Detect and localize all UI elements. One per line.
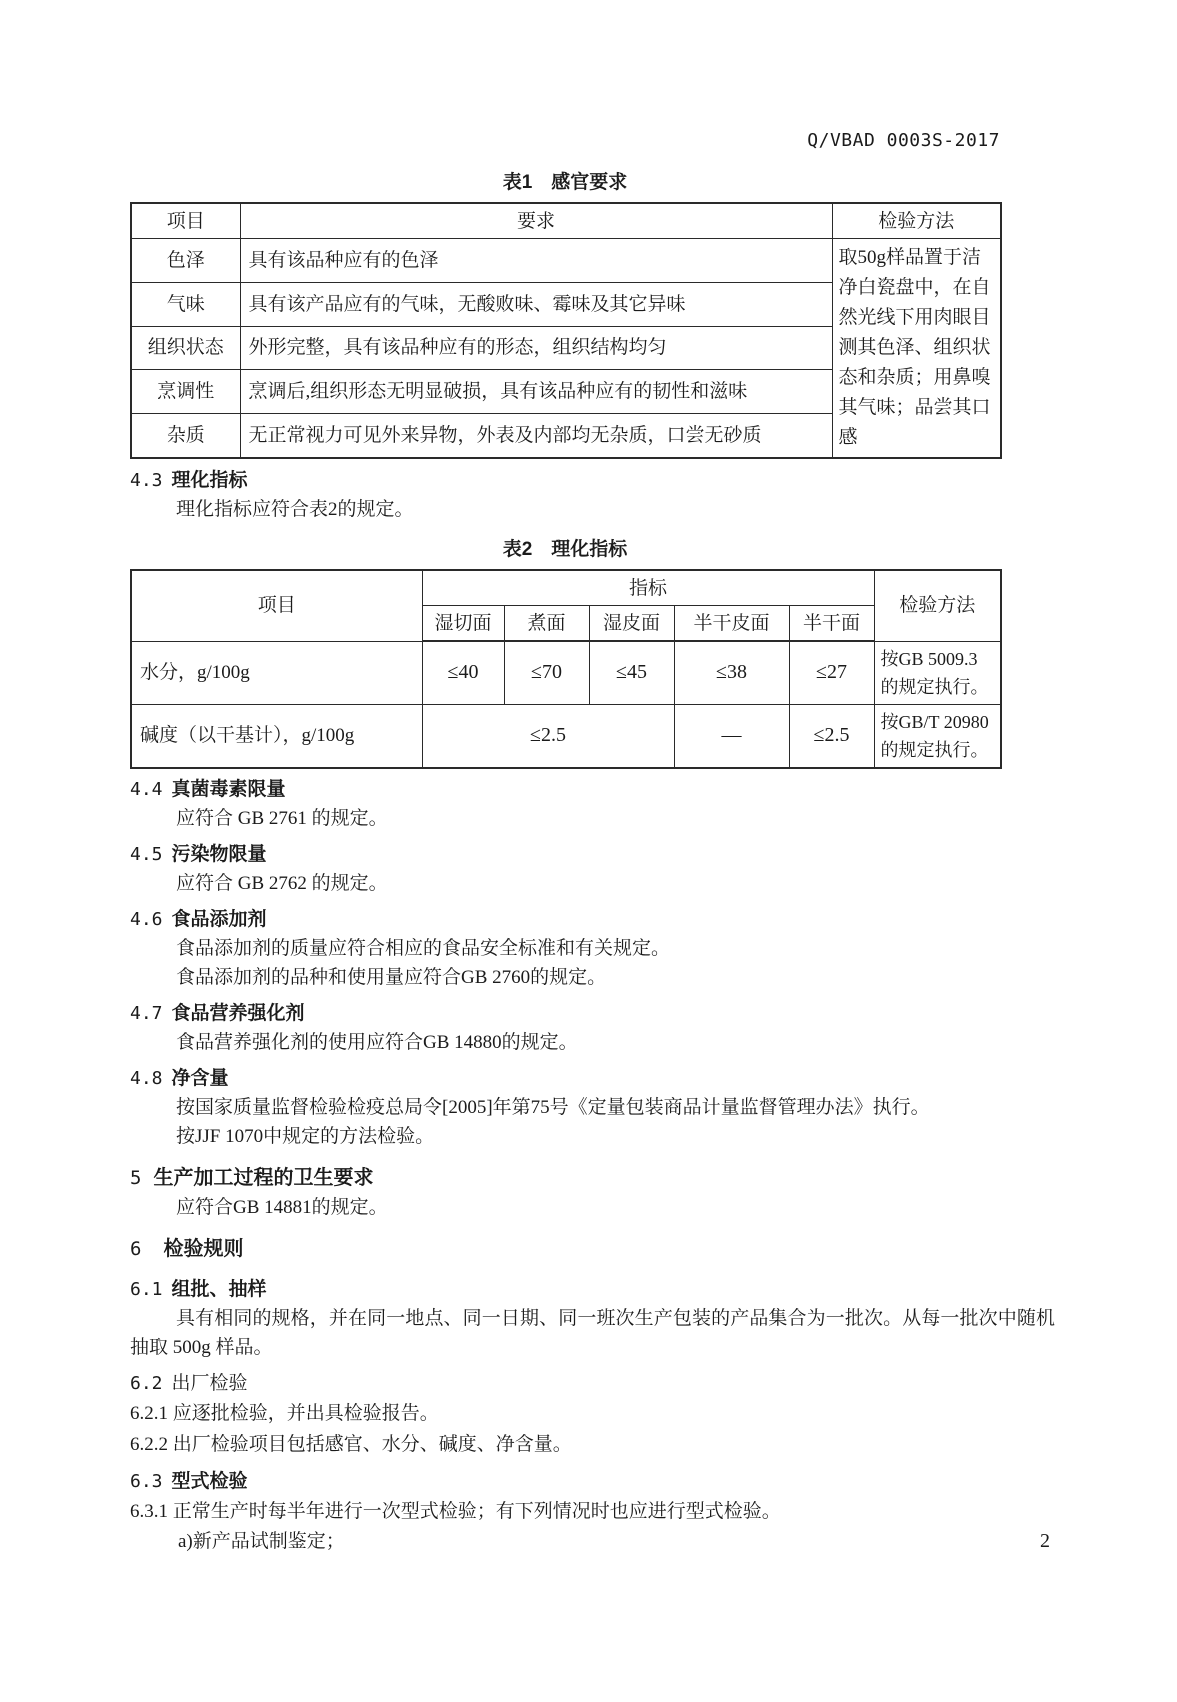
clause-6-3-1: 6.3.1 正常生产时每半年进行一次型式检验；有下列情况时也应进行型式检验。 xyxy=(130,1500,781,1522)
table2-header-row-1 xyxy=(131,570,1001,606)
table1-caption: 表1 感官要求 xyxy=(502,172,628,193)
moisture-value: ≤45 xyxy=(589,641,674,704)
section-number: 5 xyxy=(130,1166,142,1189)
section-heading-6 xyxy=(130,1235,1055,1264)
table2-subcol-semidry-wrapper: 半干皮面 xyxy=(674,606,789,642)
moisture-value: ≤70 xyxy=(504,641,589,704)
section-number: 6.2 xyxy=(130,1372,163,1394)
table2-subcol-cooked-noodle: 煮面 xyxy=(504,606,589,642)
clause-6-2-1: 6.2.1 应逐批检验，并出具检验报告。 xyxy=(130,1402,439,1424)
section-heading-4-5 xyxy=(130,840,1055,869)
section-title: 组批、抽样 xyxy=(171,1278,267,1300)
section-number: 4.6 xyxy=(130,908,163,930)
section-heading-4-4 xyxy=(130,775,1055,804)
section-title: 理化指标 xyxy=(171,470,248,491)
section-title: 食品营养强化剂 xyxy=(171,1002,305,1024)
alkalinity-dash-value: — xyxy=(674,704,789,768)
moisture-value: ≤40 xyxy=(422,641,504,704)
section-number: 4.5 xyxy=(130,843,163,865)
table1-req-cell: 烹调后,组织形态无明显破损，具有该品种应有的韧性和滋味 xyxy=(240,370,832,414)
section-number: 6 xyxy=(130,1237,142,1260)
section-4-4-body: 应符合 GB 2761 的规定。 xyxy=(176,807,388,829)
table2-subcol-wet-wrapper: 湿皮面 xyxy=(589,606,674,642)
table-row xyxy=(131,704,1001,768)
table1-method-cell: 取50g样品置于洁净白瓷盘中，在自然光线下用肉眼目测其色泽、组织状态和杂质；用鼻嗅其气味；品尝其口感 xyxy=(832,239,1001,459)
section-heading-4-8 xyxy=(130,1064,1055,1093)
table2-caption: 表2 理化指标 xyxy=(502,539,628,560)
clause-6-3-1-item-a: a)新产品试制鉴定； xyxy=(178,1530,345,1552)
section-heading-6-1 xyxy=(130,1275,1055,1304)
table2-physicochemical-indicators xyxy=(130,569,1002,769)
table1-req-cell: 具有该产品应有的气味，无酸败味、霉味及其它异味 xyxy=(240,282,832,326)
page-number: 2 xyxy=(1040,1530,1050,1552)
table1-col-requirement: 要求 xyxy=(240,203,832,239)
table2-subcol-wet-cut-noodle: 湿切面 xyxy=(422,606,504,642)
section-4-6-body-2: 食品添加剂的品种和使用量应符合GB 2760的规定。 xyxy=(176,966,607,988)
table1-req-cell: 外形完整，具有该品种应有的形态，组织结构均匀 xyxy=(240,326,832,370)
section-4-6-body-1: 食品添加剂的质量应符合相应的食品安全标准和有关规定。 xyxy=(176,937,671,959)
section-4-3-body: 理化指标应符合表2的规定。 xyxy=(176,499,414,520)
section-4-8-body-1: 按国家质量监督检验检疫总局令[2005]年第75号《定量包装商品计量监督管理办法》执行。 xyxy=(176,1096,930,1118)
section-6-1-body: 具有相同的规格，并在同一地点、同一日期、同一班次生产包装的产品集合为一批次。从每一批次中随机抽取 500g 样品。 xyxy=(130,1307,1055,1358)
table2-item-cell: 碱度（以干基计），g/100g xyxy=(131,704,422,768)
table1-item-cell: 杂质 xyxy=(131,414,240,459)
section-title: 型式检验 xyxy=(171,1470,248,1492)
table2-method-cell: 按GB 5009.3的规定执行。 xyxy=(874,641,1001,704)
moisture-value: ≤27 xyxy=(789,641,874,704)
table1-item-cell: 烹调性 xyxy=(131,370,240,414)
table2-col-item: 项目 xyxy=(131,570,422,641)
table1-col-method: 检验方法 xyxy=(832,203,1001,239)
section-title: 真菌毒素限量 xyxy=(171,778,286,800)
table2-subcol-semidry-noodle: 半干面 xyxy=(789,606,874,642)
clause-6-2-2: 6.2.2 出厂检验项目包括感官、水分、碱度、净含量。 xyxy=(130,1433,572,1455)
page-content xyxy=(130,130,1055,1557)
section-heading-6-3 xyxy=(130,1467,1055,1496)
section-heading-4-3 xyxy=(130,466,1055,495)
table2-method-cell: 按GB/T 20980的规定执行。 xyxy=(874,704,1001,768)
section-number: 4.8 xyxy=(130,1067,163,1089)
section-number: 4.3 xyxy=(130,470,163,491)
table-row xyxy=(131,239,1001,283)
table1-req-cell: 具有该品种应有的色泽 xyxy=(240,239,832,283)
table2-col-method: 检验方法 xyxy=(874,570,1001,641)
standard-code: Q/VBAD 0003S-2017 xyxy=(807,130,1000,151)
section-5-body: 应符合GB 14881的规定。 xyxy=(176,1196,388,1218)
section-title: 检验规则 xyxy=(163,1237,244,1260)
table1-req-cell: 无正常视力可见外来异物，外表及内部均无杂质，口尝无砂质 xyxy=(240,414,832,459)
section-heading-6-2 xyxy=(130,1369,1055,1398)
section-heading-4-7 xyxy=(130,999,1055,1028)
table1-sensory-requirements xyxy=(130,202,1002,459)
section-4-5-body: 应符合 GB 2762 的规定。 xyxy=(176,872,388,894)
alkalinity-merged-value: ≤2.5 xyxy=(422,704,674,768)
table1-item-cell: 色泽 xyxy=(131,239,240,283)
table2-col-indicator-group: 指标 xyxy=(422,570,874,606)
section-heading-4-6 xyxy=(130,905,1055,934)
section-number: 6.3 xyxy=(130,1470,163,1492)
table1-header-row xyxy=(131,203,1001,239)
moisture-value: ≤38 xyxy=(674,641,789,704)
table1-item-cell: 气味 xyxy=(131,282,240,326)
section-4-7-body: 食品营养强化剂的使用应符合GB 14880的规定。 xyxy=(176,1031,578,1053)
section-title: 出厂检验 xyxy=(171,1372,248,1394)
section-4-8-body-2: 按JJF 1070中规定的方法检验。 xyxy=(176,1125,435,1147)
table-row xyxy=(131,641,1001,704)
section-title: 生产加工过程的卫生要求 xyxy=(153,1166,374,1189)
section-heading-5 xyxy=(130,1164,1055,1193)
section-title: 污染物限量 xyxy=(171,843,267,865)
table2-item-cell: 水分，g/100g xyxy=(131,641,422,704)
section-title: 食品添加剂 xyxy=(171,908,267,930)
section-title: 净含量 xyxy=(171,1067,229,1089)
section-number: 6.1 xyxy=(130,1278,163,1300)
section-number: 4.7 xyxy=(130,1002,163,1024)
alkalinity-value: ≤2.5 xyxy=(789,704,874,768)
table1-item-cell: 组织状态 xyxy=(131,326,240,370)
section-number: 4.4 xyxy=(130,778,163,800)
table1-col-item: 项目 xyxy=(131,203,240,239)
